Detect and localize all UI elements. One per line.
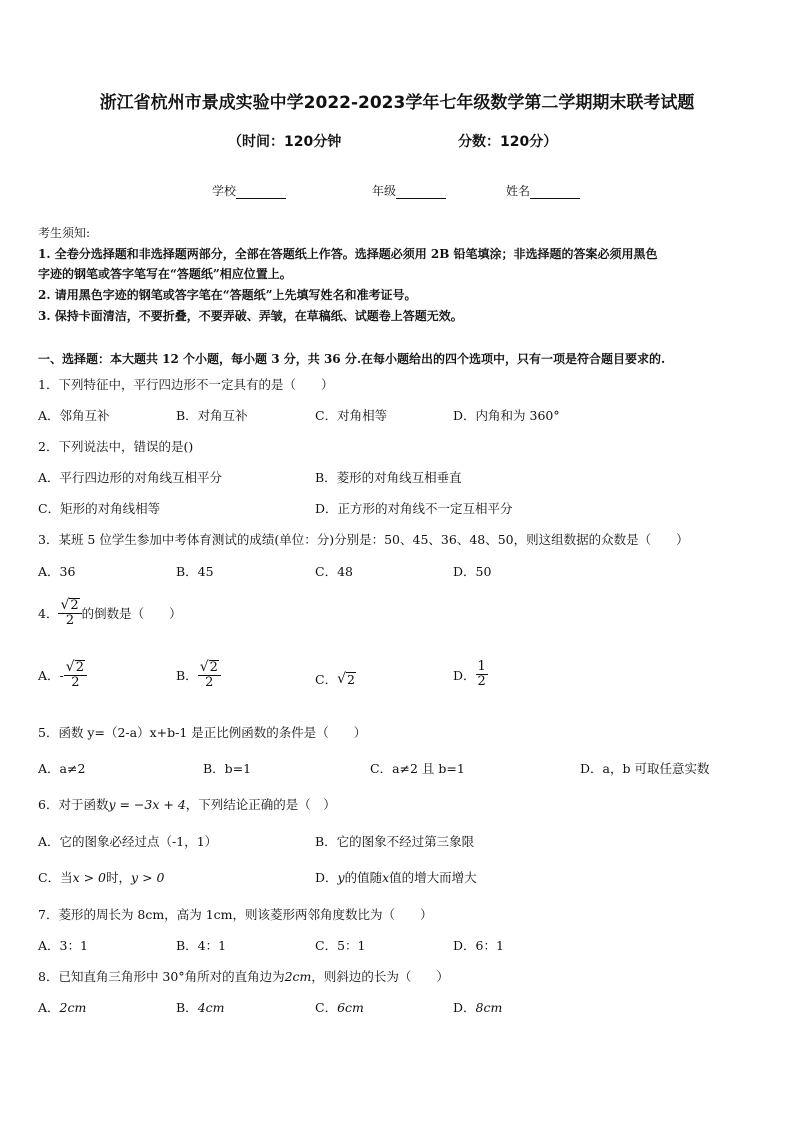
q7-option-a[interactable]: A．3：1 — [38, 938, 88, 953]
grade-label: 年级 — [372, 184, 397, 198]
q1-option-a[interactable]: A．邻角互补 — [38, 408, 110, 423]
q4-c-arg: 2 — [347, 671, 355, 687]
notice-line-1b: 字迹的钢笔或答字笔写在“答题纸”相应位置上。 — [38, 267, 292, 281]
q4-option-c-label: C． — [315, 672, 338, 687]
q4-d-den: 2 — [477, 674, 486, 690]
q4-a-den: 2 — [71, 675, 80, 691]
q8-option-b[interactable]: B．4cm — [176, 1000, 225, 1015]
q4-option-b-label: B． — [176, 668, 198, 684]
q4-b-num: 2 — [209, 660, 218, 675]
school-label: 学校 — [212, 184, 237, 198]
q5-option-b[interactable]: B．b=1 — [203, 761, 252, 776]
q4-option-d-label: D． — [453, 667, 476, 683]
q8-pre: 8．已知直角三角形中 30°角所对的直角边为 — [38, 969, 285, 984]
q4-option-c[interactable]: C． √ 2 — [315, 670, 355, 687]
section-heading: 一、选择题：本大题共 12 个小题，每小题 3 分，共 36 分.在每小题给出的四个选项中，只有一项是符合题目要求的. — [38, 352, 666, 366]
notice-line-1a: 1. 全卷分选择题和非选择题两部分，全部在答题纸上作答。选择题必须用 2B 铅笔填涂；非选择题的答案必须用黑色 — [38, 247, 658, 261]
q3-option-a[interactable]: A．36 — [38, 564, 76, 579]
q5-option-c[interactable]: C．a≠2 且 b=1 — [370, 761, 465, 776]
q8-a-value: 2cm — [59, 1000, 87, 1015]
q4-option-a[interactable] — [38, 660, 87, 691]
q4-option-d[interactable] — [453, 660, 488, 690]
q1-option-b[interactable]: B．对角互补 — [176, 408, 248, 423]
q6-stem — [38, 795, 336, 813]
q4-number: 4． — [38, 606, 59, 622]
q8-value: 2cm — [284, 969, 312, 984]
q8-b-value: 4cm — [197, 1000, 225, 1015]
q6-d-post: 值的增大而增大 — [389, 870, 477, 885]
q1-option-d[interactable]: D．内角和为 360° — [453, 408, 560, 423]
q6-c-mid: 时， — [106, 870, 132, 885]
q6-pre: 6．对于函数 — [38, 797, 109, 812]
q8-c-value: 6cm — [337, 1000, 364, 1015]
q7-option-d[interactable]: D．6：1 — [453, 938, 504, 953]
q6-c-res: y > 0 — [131, 870, 165, 885]
q5-option-d[interactable]: D．a，b 可取任意实数 — [580, 761, 710, 776]
q6-option-c[interactable] — [38, 868, 164, 886]
q2-option-c[interactable]: C．矩形的对角线相等 — [38, 501, 161, 516]
q3-option-d[interactable]: D．50 — [453, 564, 492, 579]
q2-stem: 2．下列说法中，错误的是() — [38, 439, 194, 454]
q6-d-y: y — [337, 870, 345, 885]
q6-option-b[interactable]: B．它的图象不经过第三象限 — [315, 834, 475, 849]
exam-score: 分数：120分） — [458, 134, 558, 150]
grade-blank[interactable] — [396, 186, 446, 199]
notice-line-3: 3. 保持卡面清洁，不要折叠，不要弄破、弄皱，在草稿纸、试题卷上答题无效。 — [38, 309, 463, 323]
q7-option-c[interactable]: C．5：1 — [315, 938, 366, 953]
q6-c-pre: C．当 — [38, 870, 73, 885]
notice-line-2: 2. 请用黑色字迹的钢笔或答字笔在“答题纸”上先填写姓名和准考证号。 — [38, 288, 417, 302]
q8-option-d[interactable]: D．8cm — [453, 1000, 503, 1015]
q6-function: y = −3x + 4 — [108, 797, 186, 812]
name-field — [506, 182, 580, 199]
sqrt-symbol: √ — [60, 597, 70, 613]
q8-stem — [38, 967, 449, 985]
name-label: 姓名 — [506, 184, 531, 198]
q2-option-d[interactable]: D．正方形的对角线不一定互相平分 — [315, 501, 513, 516]
q4-option-b-fraction: √ 2 2 — [198, 660, 221, 691]
q6-c-cond: x > 0 — [72, 870, 107, 885]
q8-option-c[interactable]: C．6cm — [315, 1000, 364, 1015]
q4-option-d-fraction — [476, 660, 488, 690]
q4-stem — [38, 598, 182, 629]
q2-option-b[interactable]: B．菱形的对角线互相垂直 — [315, 470, 462, 485]
q4-fraction — [58, 598, 81, 629]
q7-stem: 7．菱形的周长为 8cm，高为 1cm，则该菱形两邻角度数比为（ ） — [38, 907, 433, 922]
q1-option-c[interactable]: C．对角相等 — [315, 408, 388, 423]
school-blank[interactable] — [236, 186, 286, 199]
q8-option-a[interactable]: A．2cm — [38, 1000, 87, 1015]
q4-option-b[interactable] — [176, 660, 221, 691]
q6-d-x: x — [382, 870, 390, 885]
q4-frac-num: 2 — [70, 598, 79, 613]
q2-option-a[interactable]: A．平行四边形的对角线互相平分 — [38, 470, 223, 485]
name-blank[interactable] — [530, 186, 580, 199]
grade-field — [372, 182, 446, 199]
notice-heading: 考生须知: — [38, 226, 91, 240]
q4-d-num: 1 — [477, 659, 486, 674]
q1-stem: 1．下列特征中，平行四边形不一定具有的是（ ） — [38, 377, 334, 392]
q4-a-num: 2 — [75, 660, 84, 675]
q5-option-a[interactable]: A．a≠2 — [38, 761, 86, 776]
q4-option-a-fraction: √ 2 2 — [64, 660, 87, 691]
q6-d-mid: 的值随 — [344, 870, 383, 885]
q3-stem: 3．某班 5 位学生参加中考体育测试的成绩(单位：分)分别是：50、45、36、48、50，则这组数据的众数是（ ） — [38, 532, 689, 547]
q7-option-b[interactable]: B．4：1 — [176, 938, 227, 953]
q3-option-b[interactable]: B．45 — [176, 564, 214, 579]
q5-stem: 5．函数 y=（2-a）x+b-1 是正比例函数的条件是（ ） — [38, 725, 367, 740]
q4-option-a-label: A． — [38, 668, 60, 684]
q6-post: ，下列结论正确的是（ ） — [185, 797, 336, 812]
exam-time: （时间：120分钟 — [228, 134, 342, 150]
q4-option-a-sign: - — [59, 667, 64, 683]
q4-b-den: 2 — [205, 675, 214, 691]
q6-option-d[interactable] — [315, 868, 477, 886]
q4-tail: 的倒数是（ ） — [81, 606, 182, 622]
q3-option-c[interactable]: C．48 — [315, 564, 353, 579]
q6-option-a[interactable]: A．它的图象必经过点（-1，1） — [38, 834, 218, 849]
q6-d-pre: D． — [315, 870, 338, 885]
school-field — [212, 182, 286, 199]
q8-d-value: 8cm — [475, 1000, 503, 1015]
q8-post: ，则斜边的长为（ ） — [311, 969, 449, 984]
q4-frac-den: 2 — [65, 613, 75, 629]
exam-title: 浙江省杭州市景成实验中学2022-2023学年七年级数学第二学期期末联考试题 — [99, 93, 695, 113]
